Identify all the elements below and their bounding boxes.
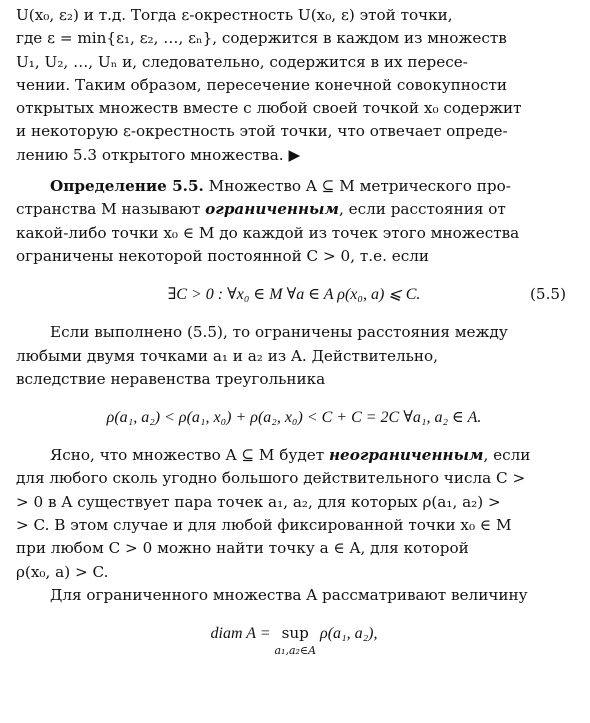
equation-formula: ρ(a₁, a₂) < ρ(a₁, x₀) + ρ(a₂, x₀) < C + C = 2C ∀a₁, a₂ ∈ A. <box>106 409 482 427</box>
text-span: , если <box>483 446 531 465</box>
term-bounded: ограниченным <box>205 200 339 219</box>
text-span: , если расстояния от <box>338 200 506 219</box>
sup-subscript: a₁,a₂∈A <box>274 644 317 658</box>
text-line: ограничены некоторой постоянной C > 0, т.е. если <box>16 246 429 265</box>
definition-line <box>16 444 572 467</box>
equation-number: (5.5) <box>529 285 566 304</box>
paragraph-proof-end <box>16 4 572 167</box>
text-span: Ясно, что множество A ⊆ M будет <box>50 446 329 465</box>
text-line: где ε = min{ε₁, ε₂, …, εₙ}, содержится в каждом из множеств <box>16 29 507 48</box>
text-line: открытых множеств вместе с любой своей точкой x₀ содержит <box>16 99 522 118</box>
text-line: какой-либо точки x₀ ∈ M до каждой из точек этого множества <box>16 223 520 242</box>
equation-triangle <box>16 405 572 430</box>
text-line: > C. В этом случае и для любой фиксированной точки x₀ ∈ M <box>16 516 512 535</box>
paragraph-unbounded <box>16 444 572 584</box>
text-line: Для ограниченного множества A рассматривают величину <box>50 585 528 604</box>
equation-formula: ∃C > 0 : ∀x₀ ∈ M ∀a ∈ A ρ(x₀, a) ⩽ C. <box>167 286 421 304</box>
definition-first-line <box>16 175 572 198</box>
text-line: любыми двумя точками a₁ и a₂ из A. Действительно, <box>16 346 439 365</box>
sup-operator <box>275 621 317 657</box>
text-line: U(x₀, ε₂) и т.д. Тогда ε-окрестность U(x₀, ε) этой точки, <box>16 6 453 24</box>
paragraph-diameter <box>16 584 572 607</box>
text-line: Если выполнено (5.5), то ограничены расстояния между <box>50 323 508 342</box>
equation-5-5 <box>16 282 572 307</box>
diam-lhs: diam A = <box>210 625 275 643</box>
text-line: для любого сколь угодно большого действительного числа C > <box>16 469 526 488</box>
text-line: вследствие неравенства треугольника <box>16 369 326 388</box>
text-line: и некоторую ε-окрестность этой точки, что отвечает опреде- <box>16 122 508 141</box>
text-line: > 0 в A существует пара точек a₁, a₂, для которых ρ(a₁, a₂) > <box>16 492 501 511</box>
term-unbounded: неограниченным <box>328 446 484 465</box>
text-line: лению 5.3 открытого множества. ▶ <box>16 145 301 164</box>
definition-line <box>16 198 572 221</box>
text-line: U₁, U₂, …, Uₙ и, следовательно, содержится в их пересе- <box>16 52 468 71</box>
paragraph-triangle <box>16 321 572 391</box>
text-span: Множество A ⊆ M метрического про- <box>203 177 511 196</box>
equation-diameter <box>16 621 572 657</box>
text-line: при любом C > 0 можно найти точку a ∈ A, для которой <box>16 539 469 558</box>
sup-label: sup <box>281 624 309 643</box>
text-line: чении. Таким образом, пересечение конечной совокупности <box>16 75 508 94</box>
definition-label: Определение 5.5. <box>50 177 204 196</box>
text-span: странства M называют <box>16 200 206 219</box>
text-line: ρ(x₀, a) > C. <box>16 562 109 581</box>
diam-rhs: ρ(a₁, a₂), <box>316 625 378 643</box>
definition-5-5 <box>16 175 572 268</box>
